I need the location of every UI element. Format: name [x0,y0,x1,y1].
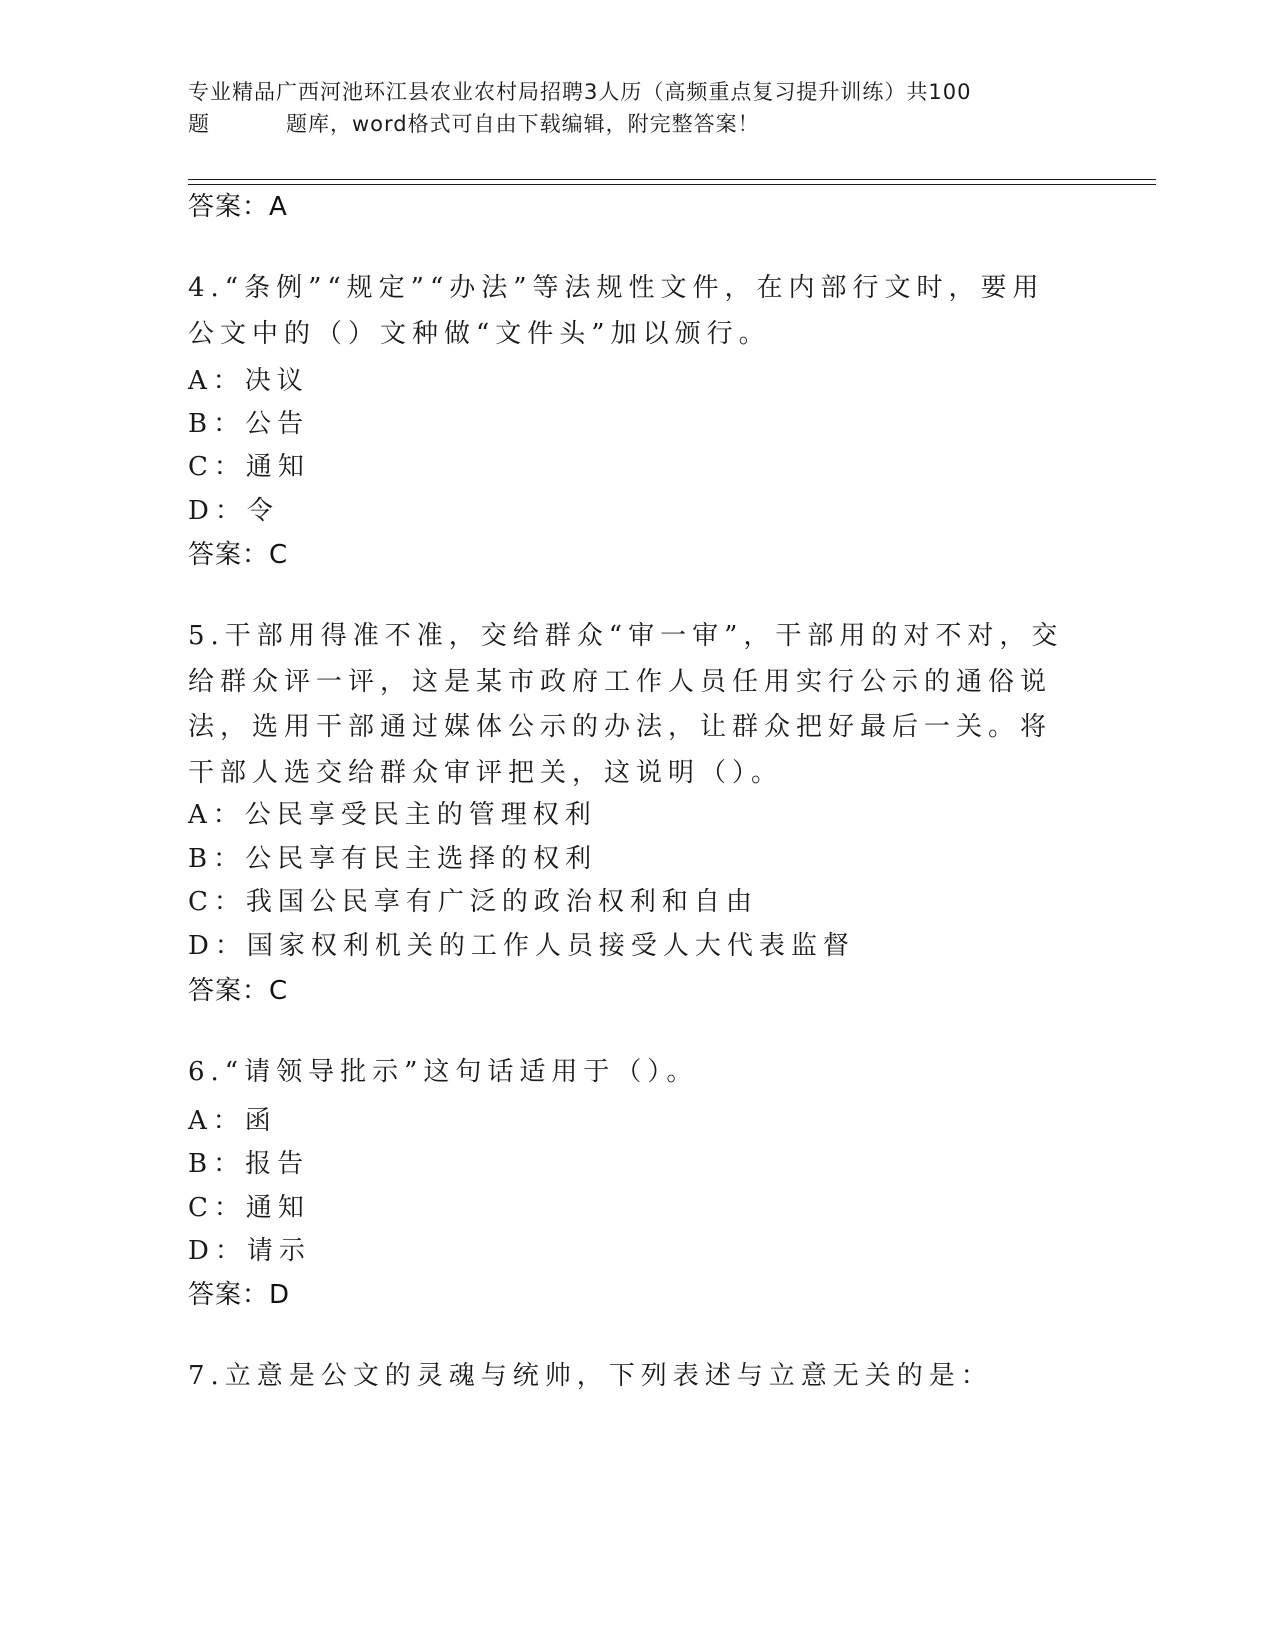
question-7: 7.立意是公文的灵魂与统帅，下列表述与立意无关的是： [188,1361,993,1391]
question-6-option-b: B：报告 [188,1149,310,1179]
question-5-option-c: C：我国公民享有广泛的政治权利和自由 [188,887,758,917]
question-5-option-d: D：国家权利机关的工作人员接受人大代表监督 [188,931,855,961]
question-4-option-d: D：令 [188,496,279,526]
question-4-option-a: A：决议 [188,366,309,396]
header-title-line1: 专业精品广西河池环江县农业农村局招聘3人历（高频重点复习提升训练）共100 [188,80,972,104]
header-divider-bottom [188,184,1156,185]
question-6-option-a: A：函 [188,1106,277,1136]
question-6-option-d: D：请示 [188,1236,311,1266]
header-title-line2-prefix: 题 [188,112,210,136]
question-6: 6.“请领导批示”这句话适用于（）。 [188,1057,699,1087]
answer-q3: 答案：A [188,192,288,222]
question-4: 4.“条例”“规定”“办法”等法规性文件，在内部行文时，要用公文中的（）文种做“文件头”加以颁行。 [188,273,1045,349]
header-divider-top [188,179,1156,180]
answer-q6: 答案：D [188,1280,291,1310]
answer-q4: 答案：C [188,540,289,570]
question-5-option-b: B：公民享有民主选择的权利 [188,844,598,874]
question-5: 5.干部用得准不准，交给群众“审一审”，干部用的对不对，交给群众评一评，这是某市政府工作人员任用实行公示的通俗说法，选用干部通过媒体公示的办法，让群众把好最后一关。将干部人选交给群众审评把关，这说明（）。 [188,621,1064,788]
header-title-line2 [188,108,1088,140]
answer-q5: 答案：C [188,976,289,1006]
question-6-option-c: C：通知 [188,1193,310,1223]
question-4-option-c: C：通知 [188,452,310,482]
header-title-line2-text: 题库，word格式可自由下载编辑，附完整答案！ [286,112,760,136]
question-5-option-a: A：公民享受民主的管理权利 [188,800,597,830]
page-header [188,76,1088,140]
question-4-option-b: B：公告 [188,409,310,439]
